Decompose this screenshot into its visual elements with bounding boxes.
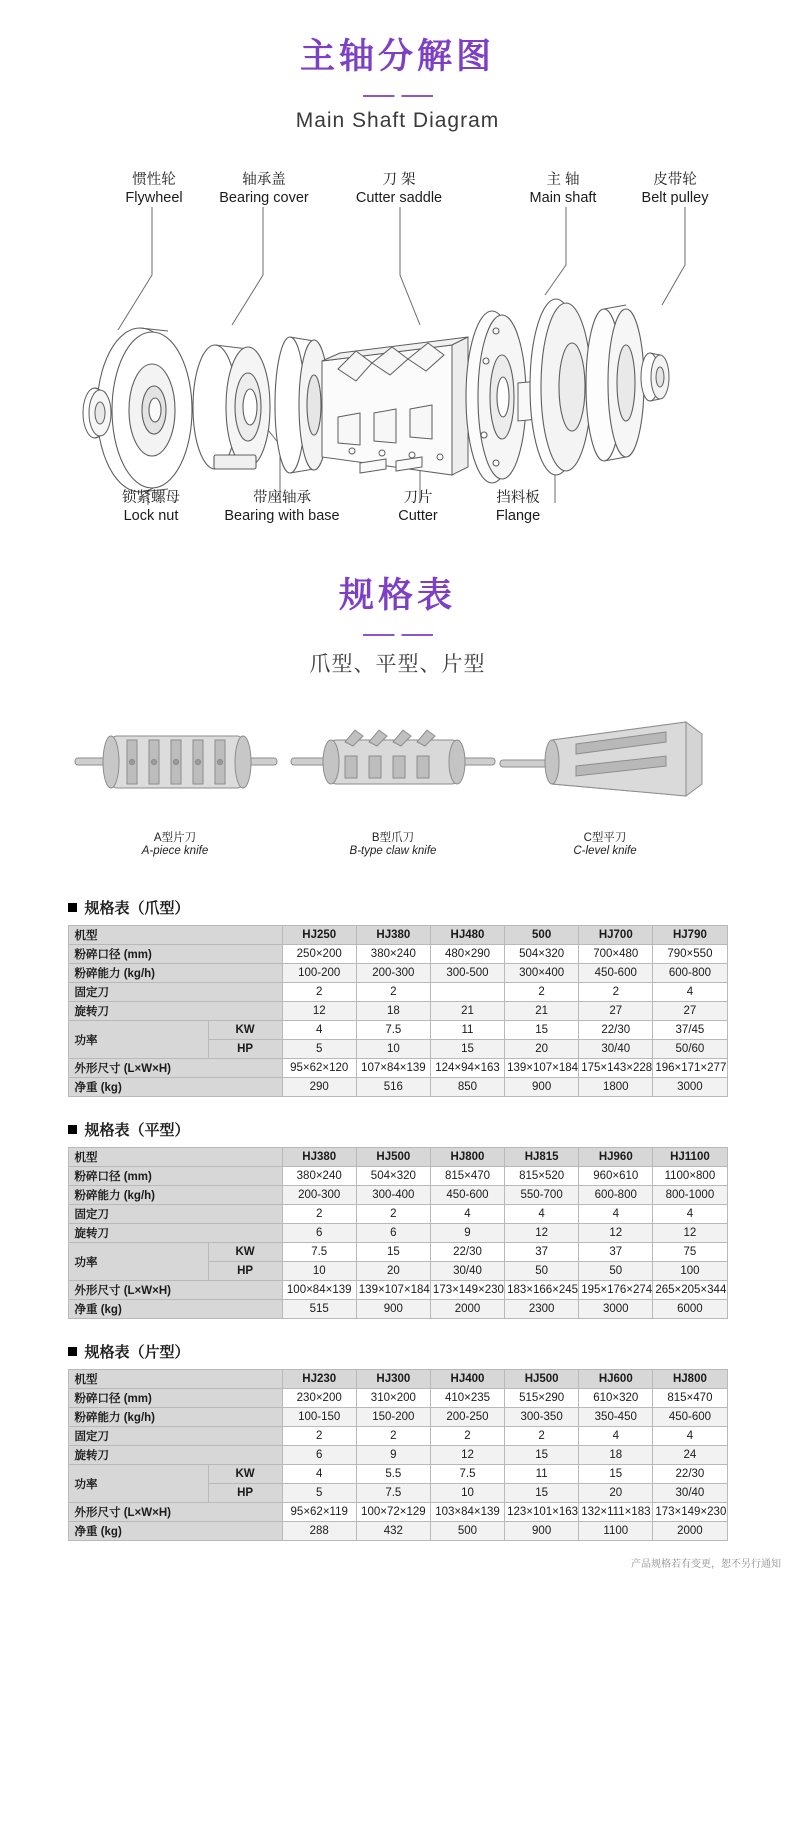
cell: 12 — [282, 1002, 356, 1021]
cell: 50 — [505, 1262, 579, 1281]
spec-tables — [68, 897, 728, 1541]
cell: 1800 — [579, 1078, 653, 1097]
row-label-hp: HP — [208, 1484, 282, 1503]
spec-table-2-title: 规格表（平型） — [84, 1122, 190, 1139]
cell: 5 — [282, 1040, 356, 1059]
cell: 410×235 — [430, 1389, 504, 1408]
cell: 200-250 — [430, 1408, 504, 1427]
header-model-3: HJ815 — [505, 1148, 579, 1167]
cell: 6 — [282, 1224, 356, 1243]
cell: 380×240 — [282, 1167, 356, 1186]
cell: 4 — [282, 1465, 356, 1484]
spec-subtitle: 爪型、平型、片型 — [309, 653, 486, 676]
cell: 300-500 — [430, 964, 504, 983]
cell: 11 — [430, 1021, 504, 1040]
cell: 15 — [505, 1446, 579, 1465]
row-label-kw: KW — [208, 1465, 282, 1484]
row-label: 粉碎能力 (kg/h) — [68, 964, 282, 983]
cell: 504×320 — [505, 945, 579, 964]
table-row — [68, 1281, 727, 1300]
cell: 4 — [653, 983, 727, 1002]
cell: 850 — [430, 1078, 504, 1097]
cell: 9 — [430, 1224, 504, 1243]
cell: 2 — [282, 1205, 356, 1224]
cell: 124×94×163 — [430, 1059, 504, 1078]
cell: 22/30 — [579, 1021, 653, 1040]
cell: 103×84×139 — [430, 1503, 504, 1522]
cell: 11 — [505, 1465, 579, 1484]
spec-title-divider — [363, 634, 433, 636]
table-row — [68, 1503, 727, 1522]
row-label-hp: HP — [208, 1262, 282, 1281]
cell: 30/40 — [653, 1484, 727, 1503]
title-divider — [363, 95, 433, 97]
cell: 2 — [356, 983, 430, 1002]
cell: 4 — [579, 1427, 653, 1446]
cell: 2000 — [653, 1522, 727, 1541]
cell: 815×470 — [430, 1167, 504, 1186]
cell: 27 — [579, 1002, 653, 1021]
cell: 300-400 — [356, 1186, 430, 1205]
table-row — [68, 1446, 727, 1465]
cell: 15 — [430, 1040, 504, 1059]
cell: 2 — [505, 983, 579, 1002]
table-row-power-kw — [68, 1243, 727, 1262]
label-lock-nut: 锁紧螺母 Lock nut — [122, 490, 180, 525]
table-header-row — [68, 1370, 727, 1389]
cell: 790×550 — [653, 945, 727, 964]
cell: 20 — [505, 1040, 579, 1059]
table-row — [68, 1408, 727, 1427]
cell: 15 — [356, 1243, 430, 1262]
cell: 20 — [579, 1484, 653, 1503]
table-row — [68, 1522, 727, 1541]
table-row — [68, 1389, 727, 1408]
cell: 515 — [282, 1300, 356, 1319]
cell: 100 — [653, 1262, 727, 1281]
row-label: 粉碎口径 (mm) — [68, 945, 282, 964]
cell: 600-800 — [579, 1186, 653, 1205]
row-label: 旋转刀 — [68, 1446, 282, 1465]
cell — [430, 983, 504, 1002]
cell: 7.5 — [356, 1484, 430, 1503]
cell: 2 — [356, 1205, 430, 1224]
cell: 450-600 — [653, 1408, 727, 1427]
cell: 4 — [430, 1205, 504, 1224]
cell: 550-700 — [505, 1186, 579, 1205]
cell: 2 — [356, 1427, 430, 1446]
cell: 15 — [505, 1021, 579, 1040]
cell: 173×149×230 — [653, 1503, 727, 1522]
cell: 7.5 — [430, 1465, 504, 1484]
row-label: 粉碎口径 (mm) — [68, 1167, 282, 1186]
cell: 815×470 — [653, 1389, 727, 1408]
knife-b-caption-en: B-type claw knife — [349, 845, 437, 857]
cell: 196×171×277 — [653, 1059, 727, 1078]
knife-type-gallery — [0, 700, 795, 875]
cell: 95×62×119 — [282, 1503, 356, 1522]
row-label: 外形尺寸 (L×W×H) — [68, 1503, 282, 1522]
label-cutter: 刀片 Cutter — [398, 490, 438, 525]
row-label-power: 功率 — [68, 1243, 208, 1281]
cell: 516 — [356, 1078, 430, 1097]
row-label: 净重 (kg) — [68, 1078, 282, 1097]
cell: 50/60 — [653, 1040, 727, 1059]
cell: 30/40 — [579, 1040, 653, 1059]
header-model-0: HJ380 — [282, 1148, 356, 1167]
cell: 800-1000 — [653, 1186, 727, 1205]
cell: 173×149×230 — [430, 1281, 504, 1300]
cell: 380×240 — [356, 945, 430, 964]
cell: 10 — [430, 1484, 504, 1503]
cell: 18 — [579, 1446, 653, 1465]
cell: 22/30 — [430, 1243, 504, 1262]
cell: 432 — [356, 1522, 430, 1541]
cell: 183×166×245 — [505, 1281, 579, 1300]
cell: 504×320 — [356, 1167, 430, 1186]
cell: 815×520 — [505, 1167, 579, 1186]
knife-a-caption-en: A-piece knife — [141, 845, 209, 857]
cell: 30/40 — [430, 1262, 504, 1281]
cell: 230×200 — [282, 1389, 356, 1408]
cell: 4 — [653, 1205, 727, 1224]
page-subtitle: Main Shaft Diagram — [295, 109, 500, 132]
cell: 37 — [505, 1243, 579, 1262]
table-row — [68, 945, 727, 964]
cell: 5.5 — [356, 1465, 430, 1484]
cell: 100×84×139 — [282, 1281, 356, 1300]
header-model-3: 500 — [505, 926, 579, 945]
row-label-kw: KW — [208, 1021, 282, 1040]
exploded-shaft-diagram — [0, 155, 795, 575]
knife-a-caption-cn: A型片刀 — [153, 832, 197, 844]
spec-table-2-heading — [68, 1119, 728, 1140]
cell: 100×72×129 — [356, 1503, 430, 1522]
cell: 2 — [430, 1427, 504, 1446]
cell: 10 — [356, 1040, 430, 1059]
cell: 290 — [282, 1078, 356, 1097]
table-header-row — [68, 926, 727, 945]
header-model-1: HJ500 — [356, 1148, 430, 1167]
knife-b-claw — [283, 700, 503, 857]
knife-c-level — [490, 700, 720, 857]
table-header-row — [68, 1148, 727, 1167]
cell: 900 — [356, 1300, 430, 1319]
row-label-kw: KW — [208, 1243, 282, 1262]
header-model-4: HJ600 — [579, 1370, 653, 1389]
table-row — [68, 1224, 727, 1243]
cell: 123×101×163 — [505, 1503, 579, 1522]
header-model-label: 机型 — [68, 1370, 282, 1389]
cell: 10 — [282, 1262, 356, 1281]
knife-b-illustration — [283, 700, 503, 820]
cell: 2300 — [505, 1300, 579, 1319]
spec-title-block — [0, 575, 795, 678]
spec-table-1-title: 规格表（爪型） — [84, 900, 190, 917]
cell: 450-600 — [430, 1186, 504, 1205]
cell: 12 — [505, 1224, 579, 1243]
cell: 4 — [282, 1021, 356, 1040]
cell: 4 — [653, 1427, 727, 1446]
cell: 2 — [505, 1427, 579, 1446]
row-label: 粉碎口径 (mm) — [68, 1389, 282, 1408]
cell: 100-150 — [282, 1408, 356, 1427]
cell: 3000 — [653, 1078, 727, 1097]
spec-table-3-heading — [68, 1341, 728, 1362]
cell: 195×176×274 — [579, 1281, 653, 1300]
header-model-4: HJ960 — [579, 1148, 653, 1167]
label-main-shaft: 主 轴 Main shaft — [529, 172, 597, 207]
header-model-5: HJ800 — [653, 1370, 727, 1389]
row-label: 净重 (kg) — [68, 1522, 282, 1541]
page-title: 主轴分解图 — [299, 37, 495, 76]
row-label-power: 功率 — [68, 1465, 208, 1503]
cell: 24 — [653, 1446, 727, 1465]
cell: 250×200 — [282, 945, 356, 964]
cell: 139×107×184 — [356, 1281, 430, 1300]
cell: 150-200 — [356, 1408, 430, 1427]
main-shaft-title-block — [0, 0, 795, 133]
cell: 100-200 — [282, 964, 356, 983]
table-row — [68, 1300, 727, 1319]
cell: 12 — [579, 1224, 653, 1243]
label-cutter-saddle: 刀 架 Cutter saddle — [355, 172, 443, 207]
cell: 300-350 — [505, 1408, 579, 1427]
cell: 37/45 — [653, 1021, 727, 1040]
cell: 15 — [505, 1484, 579, 1503]
cell: 310×200 — [356, 1389, 430, 1408]
header-model-2: HJ480 — [430, 926, 504, 945]
cell: 9 — [356, 1446, 430, 1465]
cell: 450-600 — [579, 964, 653, 983]
cell: 1100 — [579, 1522, 653, 1541]
header-model-4: HJ700 — [579, 926, 653, 945]
cell: 4 — [505, 1205, 579, 1224]
header-model-5: HJ1100 — [653, 1148, 727, 1167]
cell: 95×62×120 — [282, 1059, 356, 1078]
cell: 12 — [430, 1446, 504, 1465]
table-row — [68, 1078, 727, 1097]
table-row — [68, 1427, 727, 1446]
label-bearing-cover: 轴承盖 Bearing cover — [219, 172, 309, 207]
cell: 20 — [356, 1262, 430, 1281]
label-flywheel: 惯性轮 Flywheel — [125, 172, 183, 207]
cell: 300×400 — [505, 964, 579, 983]
header-model-label: 机型 — [68, 1148, 282, 1167]
table-row — [68, 1002, 727, 1021]
cell: 1100×800 — [653, 1167, 727, 1186]
spec-title: 规格表 — [338, 576, 456, 615]
row-label: 粉碎能力 (kg/h) — [68, 1408, 282, 1427]
cell: 12 — [653, 1224, 727, 1243]
cell: 50 — [579, 1262, 653, 1281]
spec-table-1-heading — [68, 897, 728, 918]
cell: 27 — [653, 1002, 727, 1021]
cell: 175×143×228 — [579, 1059, 653, 1078]
cell: 2 — [282, 983, 356, 1002]
row-label: 净重 (kg) — [68, 1300, 282, 1319]
table-row-power-kw — [68, 1465, 727, 1484]
cell: 6 — [282, 1446, 356, 1465]
knife-c-caption-en: C-level knife — [573, 845, 637, 857]
table-row — [68, 1167, 727, 1186]
cell: 22/30 — [653, 1465, 727, 1484]
cell: 7.5 — [282, 1243, 356, 1262]
table-row — [68, 1205, 727, 1224]
cell: 21 — [430, 1002, 504, 1021]
cell: 200-300 — [356, 964, 430, 983]
header-model-label: 机型 — [68, 926, 282, 945]
cell: 350-450 — [579, 1408, 653, 1427]
table-row-power-kw — [68, 1021, 727, 1040]
row-label: 旋转刀 — [68, 1002, 282, 1021]
cell: 3000 — [579, 1300, 653, 1319]
row-label-hp: HP — [208, 1040, 282, 1059]
cell: 600-800 — [653, 964, 727, 983]
cell: 480×290 — [430, 945, 504, 964]
table-row — [68, 1059, 727, 1078]
spec-table-flat — [68, 1147, 728, 1319]
cell: 7.5 — [356, 1021, 430, 1040]
cell: 21 — [505, 1002, 579, 1021]
header-model-1: HJ380 — [356, 926, 430, 945]
cell: 5 — [282, 1484, 356, 1503]
cell: 900 — [505, 1078, 579, 1097]
knife-a-piece — [65, 700, 285, 857]
label-flange: 挡料板 Flange — [495, 490, 541, 525]
header-model-2: HJ400 — [430, 1370, 504, 1389]
cell: 139×107×184 — [505, 1059, 579, 1078]
label-belt-pulley: 皮带轮 Belt pulley — [641, 172, 709, 207]
table-row — [68, 1186, 727, 1205]
bullet-square-icon — [68, 1347, 77, 1356]
cell: 2 — [282, 1427, 356, 1446]
cell: 132×111×183 — [579, 1503, 653, 1522]
cell: 500 — [430, 1522, 504, 1541]
row-label: 外形尺寸 (L×W×H) — [68, 1059, 282, 1078]
row-label: 外形尺寸 (L×W×H) — [68, 1281, 282, 1300]
spec-table-piece — [68, 1369, 728, 1541]
cell: 6000 — [653, 1300, 727, 1319]
table-row — [68, 983, 727, 1002]
row-label-power: 功率 — [68, 1021, 208, 1059]
bullet-square-icon — [68, 1125, 77, 1134]
knife-c-illustration — [490, 700, 720, 820]
cell: 610×320 — [579, 1389, 653, 1408]
cell: 15 — [579, 1465, 653, 1484]
cell: 2 — [579, 983, 653, 1002]
row-label: 固定刀 — [68, 1205, 282, 1224]
bullet-square-icon — [68, 903, 77, 912]
cell: 960×610 — [579, 1167, 653, 1186]
cell: 37 — [579, 1243, 653, 1262]
cell: 6 — [356, 1224, 430, 1243]
header-model-0: HJ250 — [282, 926, 356, 945]
knife-a-illustration — [65, 700, 285, 820]
cell: 18 — [356, 1002, 430, 1021]
cell: 107×84×139 — [356, 1059, 430, 1078]
header-model-2: HJ800 — [430, 1148, 504, 1167]
header-model-1: HJ300 — [356, 1370, 430, 1389]
spec-table-3-title: 规格表（片型） — [84, 1344, 190, 1361]
cell: 700×480 — [579, 945, 653, 964]
cell: 515×290 — [505, 1389, 579, 1408]
row-label: 固定刀 — [68, 983, 282, 1002]
cell: 75 — [653, 1243, 727, 1262]
header-model-0: HJ230 — [282, 1370, 356, 1389]
header-model-3: HJ500 — [505, 1370, 579, 1389]
header-model-5: HJ790 — [653, 926, 727, 945]
knife-b-caption-cn: B型爪刀 — [371, 832, 415, 844]
cell: 200-300 — [282, 1186, 356, 1205]
cell: 4 — [579, 1205, 653, 1224]
row-label: 粉碎能力 (kg/h) — [68, 1186, 282, 1205]
cell: 288 — [282, 1522, 356, 1541]
spec-table-claw — [68, 925, 728, 1097]
knife-c-caption-cn: C型平刀 — [583, 832, 627, 844]
cell: 2000 — [430, 1300, 504, 1319]
label-bearing-with-base: 带座轴承 Bearing with base — [224, 490, 340, 525]
footer-note: 产品规格若有变更，恕不另行通知 — [631, 1559, 781, 1570]
cell: 265×205×344 — [653, 1281, 727, 1300]
cell: 900 — [505, 1522, 579, 1541]
row-label: 固定刀 — [68, 1427, 282, 1446]
row-label: 旋转刀 — [68, 1224, 282, 1243]
table-row — [68, 964, 727, 983]
